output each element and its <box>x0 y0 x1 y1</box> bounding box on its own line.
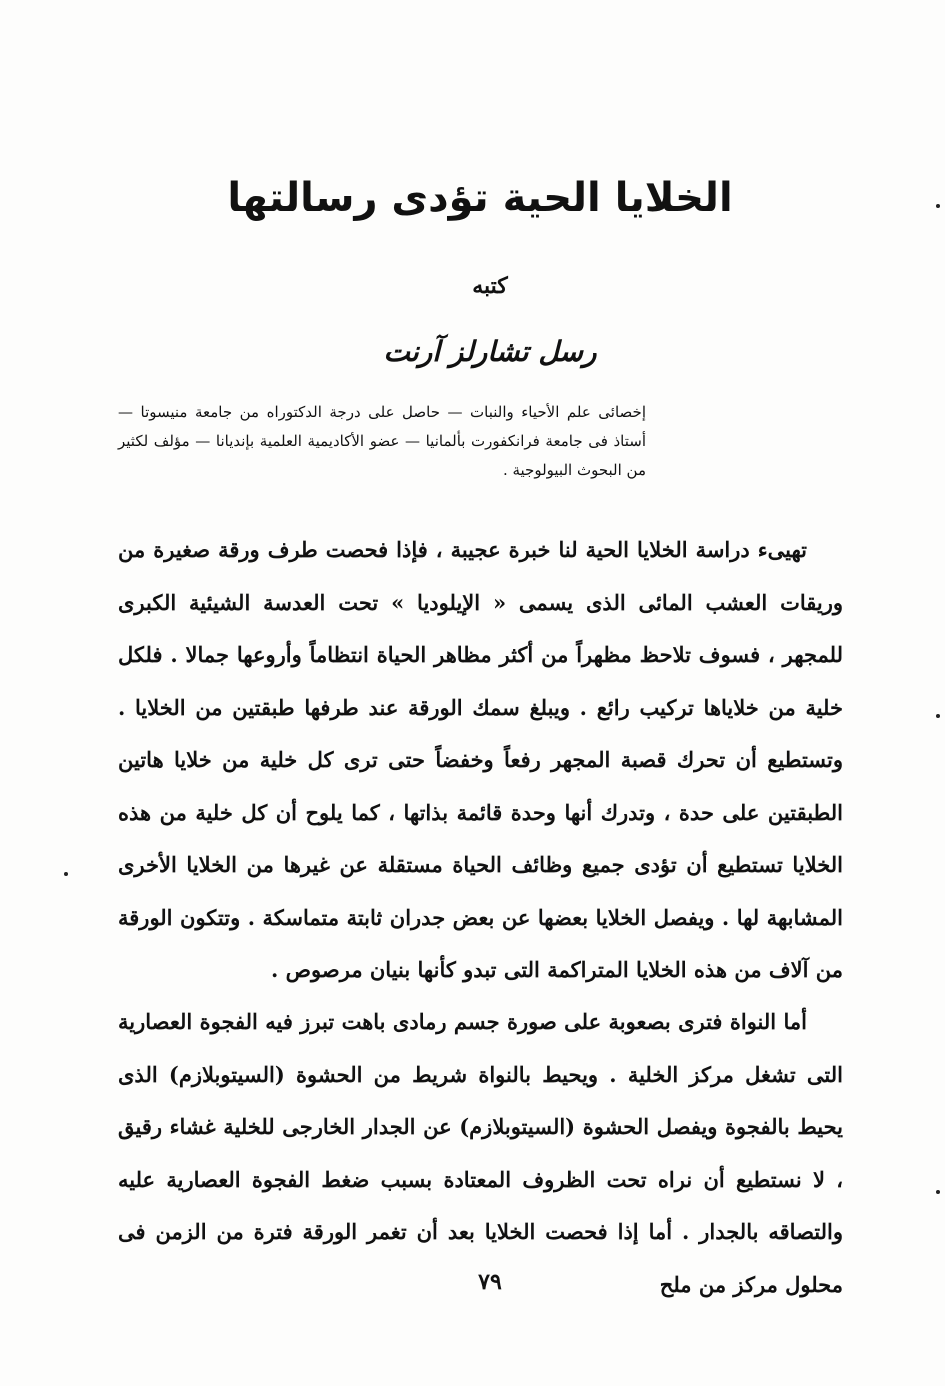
body-paragraph-2: أما النواة فترى بصعوبة على صورة جسم رمادى باهت تبرز فيه الفجوة العصارية التى تشغل مركز الخلية . ويحيط بالنواة شريط من الحشوة (السيتوبلازم) الذى يحيط بالفجوة ويفصل الحشوة (السيتوبلازم) عن الجدار الخارجى للخلية غشاء رقيق ، لا نستطيع أن نراه تحت الظروف المعتادة بسبب ضغط الفجوة العصارية عليه والتصاقه بالجدار . أما إذا فحصت الخلايا بعد أن تغمر الورقة فترة من الزمن فى محلول مركز من ملح <box>118 1009 843 1297</box>
margin-dot <box>64 872 68 876</box>
page-number: ٧٩ <box>478 1269 502 1295</box>
byline-label: كتبه <box>472 273 508 299</box>
margin-dot <box>936 714 940 718</box>
body-paragraph-1: تهيىء دراسة الخلايا الحية لنا خبرة عجيبة ، فإذا فحصت طرف ورقة صغيرة من وريقات العشب المائى الذى يسمى « الإيلوديا » تحت العدسة الشيئية الكبرى للمجهر ، فسوف تلاحظ مظهراً من أكثر مظاهر الحياة انتظاماً وأروعها جمالا . فلكل خلية من خلاياها تركيب رائع . ويبلغ سمك الورقة عند طرفها طبقتين من الخلايا . وتستطيع أن تحرك قصبة المجهر رفعاً وخفضاً حتى ترى كل خلية من خلايا هاتين الطبقتين على حدة ، وتدرك أنها وحدة قائمة بذاتها ، كما يلوح أن كل خلية من هذه الخلايا تستطيع أن تؤدى جميع وظائف الحياة مستقلة عن غيرها من الخلايا الأخرى المشابهة لها . ويفصل الخلايا بعضها عن بعض جدران ثابتة متماسكة . وتتكون الورقة من آلاف من هذه الخلايا المتراكمة التى تبدو كأنها بنيان مرصوص . <box>118 537 843 982</box>
author-bio: إخصائى علم الأحياء والنبات — حاصل على درجة الدكتوراه من جامعة منيسوتا — أستاذ فى جامعة فرانكفورت بألمانيا — عضو الأكاديمية العلمية بإنديانا — مؤلف لكثير من البحوث البيولوجية . <box>118 403 646 479</box>
author-name: رسل تشارلز آرنت <box>383 335 597 368</box>
margin-dot <box>936 1190 940 1194</box>
article-title: الخلايا الحية تؤدى رسالتها <box>227 175 733 221</box>
margin-dot <box>936 204 940 208</box>
